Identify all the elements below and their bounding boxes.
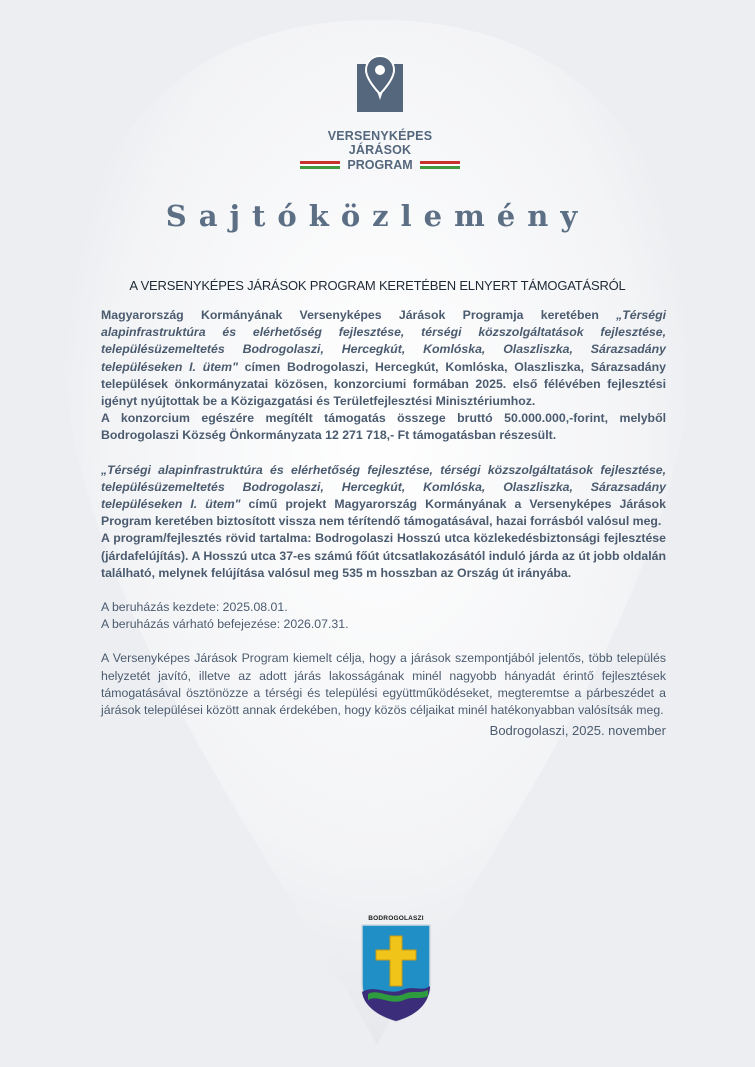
hungarian-flag-stripe-right bbox=[420, 161, 460, 169]
hungarian-flag-stripe-left bbox=[300, 161, 340, 169]
paragraph-funding: A konzorcium egészére megítélt támogatás összege bruttó 50.000.000,-forint, melyből Bodrogolaszi Község Önkormányzata 12 271 718,- Ft támogatásban részesült. bbox=[101, 411, 666, 443]
paragraph-program-goal: A Versenyképes Járások Program kiemelt célja, hogy a járások szempontjából jelentős, több település helyzetét javító, illetve az adott járás lakosságának minél nagyobb hányadát érintő fejlesztések támogatásával ösztönözze a térségi és települési együttműködéseket, megteremtse a párbeszédet a járások települései között annak érdekében, hogy közös céljaikat minél hatékonyabban valósítsák meg. bbox=[101, 651, 666, 718]
paragraph-program-content: A program/fejlesztés rövid tartalma: Bodrogolaszi Hosszú utca közlekedésbiztonsági fejlesztése (járdafelújítás). A Hosszú utca 37-es számú főút útcsatlakozásától induló járda az út jobb oldalán található, melynek felújítása valósul meg 535 m hosszban az Ország út irányába. bbox=[101, 531, 666, 580]
subject-heading: A VERSENYKÉPES JÁRÁSOK PROGRAM KERETÉBEN ELNYERT TÁMOGATÁSRÓL bbox=[129, 278, 626, 293]
logo-text-line1: VERSENYKÉPES JÁRÁSOK bbox=[327, 129, 433, 157]
program-logo bbox=[300, 54, 460, 172]
press-release-body bbox=[101, 307, 666, 739]
location-pin-v-icon bbox=[356, 54, 404, 116]
start-date: A beruházás kezdete: 2025.08.01. bbox=[101, 600, 288, 615]
project-title-quote-2: „Térségi alapinfrastruktúra és elérhetőség fejlesztése, térségi közszolgáltatások fejlesztése, településüzemeltetés Bodrogolaszi, Hercegkút, Komlóska, Olaszliszka, Sárazsadány településeken I. ütem" bbox=[101, 462, 666, 512]
project-title-quote: „Térségi alapinfrastruktúra és elérhetőség fejlesztése, térségi közszolgáltatások fejlesztése, településüzemeltetés Bodrogolaszi, Hercegkút, Komlóska, Olaszliszka, Sárazsadány településeken I. ütem" bbox=[101, 308, 666, 374]
village-coat-of-arms bbox=[358, 915, 434, 1027]
paragraph-intro bbox=[101, 307, 666, 410]
logo-text-line2: PROGRAM bbox=[347, 158, 413, 172]
intro-part-a: Magyarország Kormányának Versenyképes Járások Programja keretében bbox=[101, 308, 617, 322]
intro-part-c: címen Bodrogolaszi, Hercegkút, Komlóska, Olaszliszka, Sárazsadány települések önkormányzatai közösen, konzorciumi formában 2025. első félévében fejlesztési igényt nyújtottak be a Közigazgatási és Területfejlesztési Minisztériumhoz. bbox=[101, 359, 666, 409]
place-and-date: Bodrogolaszi, 2025. november bbox=[489, 723, 666, 739]
end-date: A beruházás várható befejezése: 2026.07.31. bbox=[101, 617, 349, 632]
crest-label: BODROGOLASZI bbox=[368, 915, 424, 922]
page-title: Sajtóközlemény bbox=[165, 199, 590, 233]
paragraph-project bbox=[101, 462, 666, 531]
project-part-b: című projekt Magyarország Kormányának a Versenyképes Járások Program keretében biztosított vissza nem térítendő támogatásával, hazai forrásból valósul meg. bbox=[101, 497, 666, 529]
coat-of-arms-shield-icon bbox=[358, 922, 434, 1022]
